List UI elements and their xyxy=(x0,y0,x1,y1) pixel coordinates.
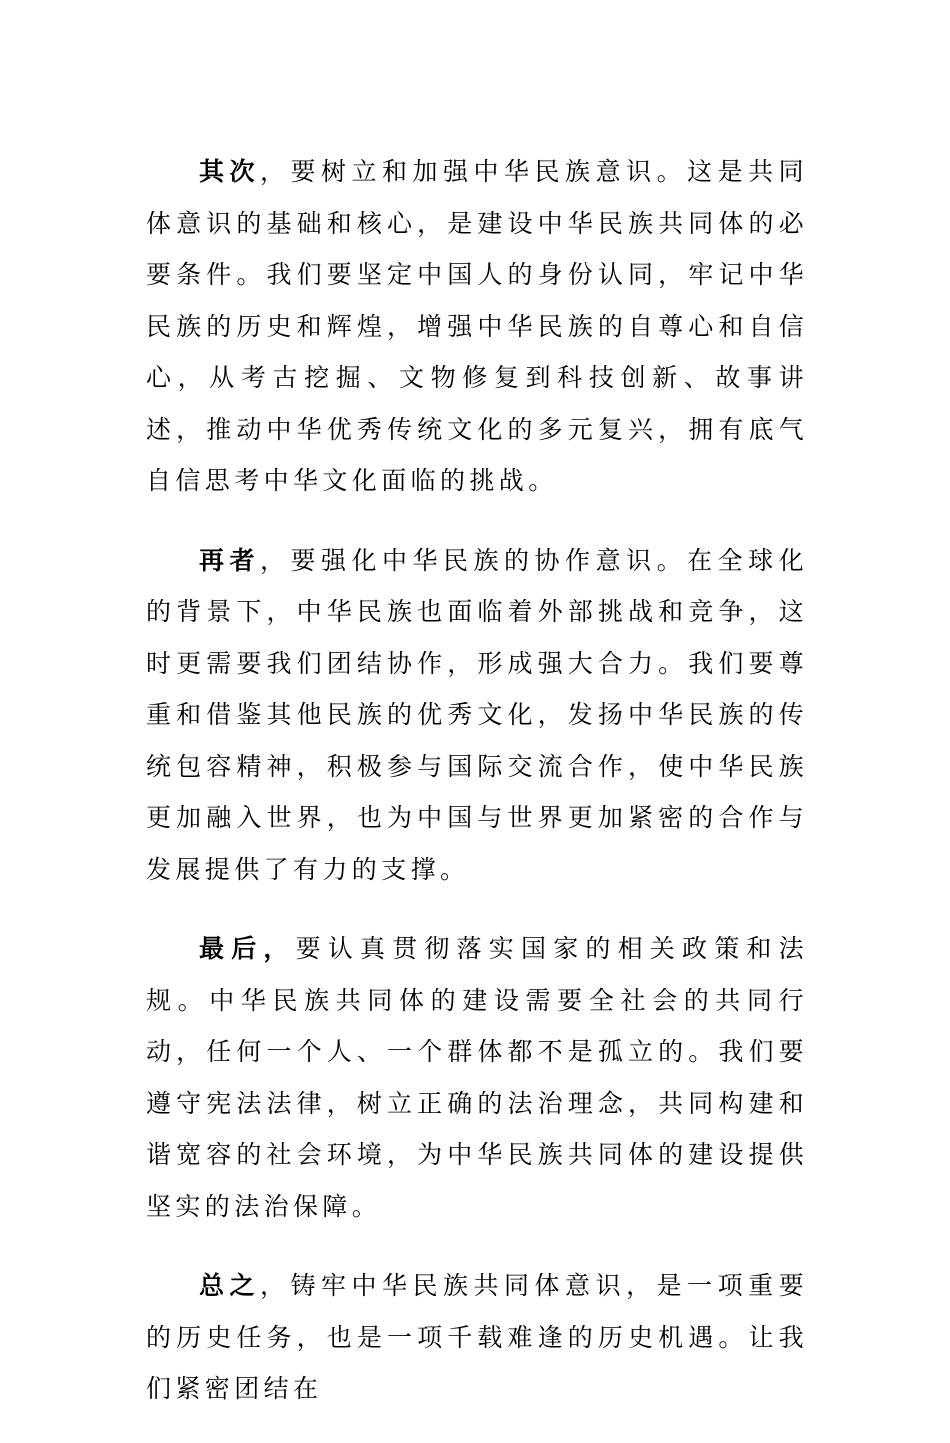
paragraph-lead: 再者 xyxy=(199,545,261,575)
paragraph-text: ，铸牢中华民族共同体意识，是一项重要的历史任务，也是一项千载难逢的历史机遇。让我们紧密团结在 xyxy=(146,1271,808,1403)
paragraph-lead: 总之 xyxy=(199,1271,261,1300)
paragraph-lead: 其次 xyxy=(199,157,261,186)
paragraph-furthermore xyxy=(146,535,808,896)
document-page xyxy=(146,146,808,1443)
paragraph-secondly xyxy=(146,146,808,507)
paragraph-text: ，要强化中华民族的协作意识。在全球化的背景下，中华民族也面临着外部挑战和竞争，这时更需要我们团结协作，形成强大合力。我们要尊重和借鉴其他民族的优秀文化，发扬中华民族的传统包容精神，积极参与国际交流合作，使中华民族更加融入世界，也为中国与世界更加紧密的合作与发展提供了有力的支撑。 xyxy=(146,545,808,884)
paragraph-text: ，要树立和加强中华民族意识。这是共同体意识的基础和核心，是建设中华民族共同体的必要条件。我们要坚定中国人的身份认同，牢记中华民族的历史和辉煌，增强中华民族的自尊心和自信心，从考古挖掘、文物修复到科技创新、故事讲述，推动中华优秀传统文化的多元复兴，拥有底气自信思考中华文化面临的挑战。 xyxy=(146,157,808,495)
paragraph-text: 要认真贯彻落实国家的相关政策和法规。中华民族共同体的建设需要全社会的共同行动，任何一个人、一个群体都不是孤立的。我们要遵守宪法法律，树立正确的法治理念，共同构建和谐宽容的社会环境，为中华民族共同体的建设提供坚实的法治保障。 xyxy=(146,934,809,1221)
paragraph-in-summary xyxy=(146,1260,808,1415)
paragraph-lead: 最后， xyxy=(199,934,296,963)
paragraph-finally xyxy=(146,923,808,1232)
